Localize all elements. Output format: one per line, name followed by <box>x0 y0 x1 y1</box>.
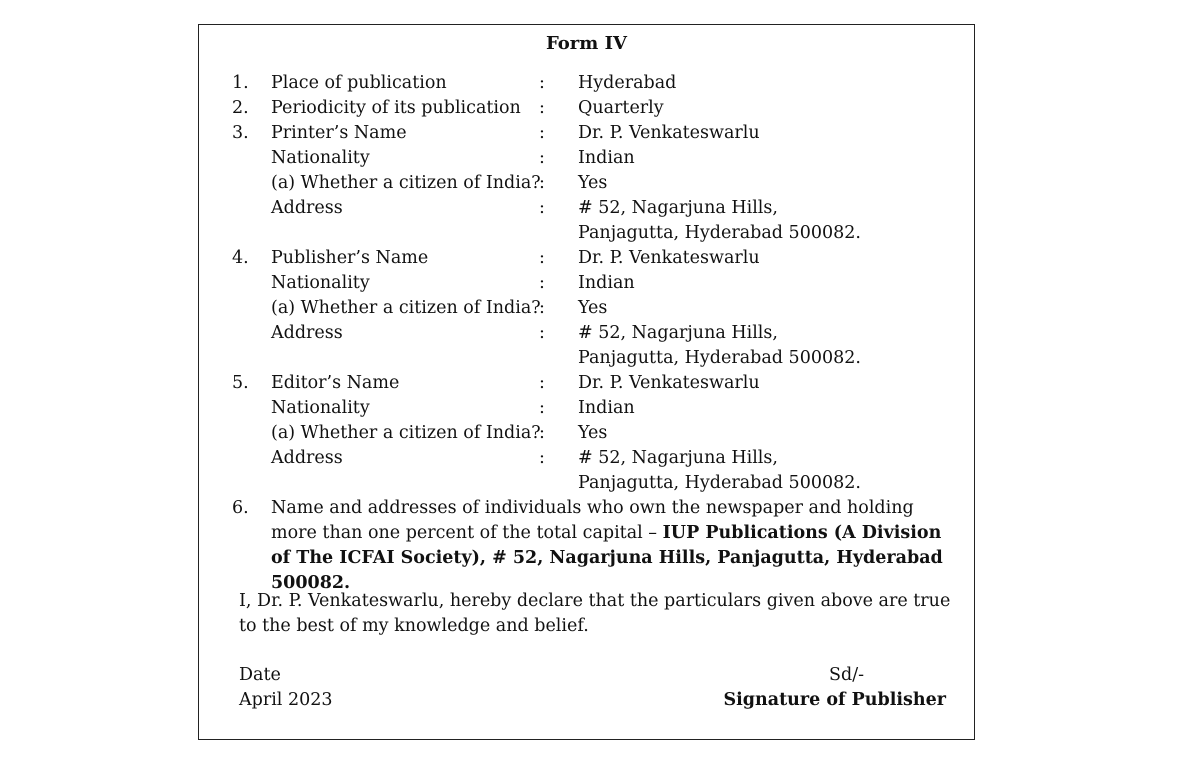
colon-separator: : <box>539 373 545 393</box>
item-number: 1. <box>232 73 249 93</box>
field-label: Address <box>271 448 343 468</box>
colon-separator: : <box>539 73 545 93</box>
item-number: 2. <box>232 98 249 118</box>
field-value: Indian <box>578 148 635 168</box>
declaration: I, Dr. P. Venkateswarlu, hereby declare that the particulars given above are true to the best of my knowledge and belief. <box>239 591 951 636</box>
field-label: Periodicity of its publication <box>271 98 521 118</box>
date-label: Date <box>239 665 281 685</box>
field-value: # 52, Nagarjuna Hills, <box>578 448 778 468</box>
field-label: (a) Whether a citizen of India? <box>271 423 541 443</box>
field-value: Yes <box>578 423 608 443</box>
field-value: Panjagutta, Hyderabad 500082. <box>578 223 861 243</box>
sd-mark: Sd/- <box>829 665 864 685</box>
field-value: Yes <box>578 173 608 193</box>
field-label: (a) Whether a citizen of India? <box>271 298 541 318</box>
field-label: Nationality <box>271 398 370 418</box>
field-label: Printer’s Name <box>271 123 407 143</box>
colon-separator: : <box>539 423 545 443</box>
field-label: Place of publication <box>271 73 447 93</box>
field-value: Indian <box>578 398 635 418</box>
field-label: (a) Whether a citizen of India? <box>271 173 541 193</box>
field-value: Panjagutta, Hyderabad 500082. <box>578 473 861 493</box>
colon-separator: : <box>539 173 545 193</box>
item-6-paragraph <box>232 496 961 596</box>
field-value: Panjagutta, Hyderabad 500082. <box>578 348 861 368</box>
form-iv-box <box>198 24 975 740</box>
date-value: April 2023 <box>239 690 333 710</box>
item-6-owner: IUP Publications (A Division of The ICFAI Society), # 52, Nagarjuna Hills, Panjagutta, Hyderabad 500082. <box>271 523 943 593</box>
item-number: 6. <box>232 498 249 518</box>
signature-of-publisher: Signature of Publisher <box>723 690 946 710</box>
field-label: Nationality <box>271 148 370 168</box>
field-label: Editor’s Name <box>271 373 400 393</box>
field-value: Dr. P. Venkateswarlu <box>578 123 760 143</box>
item-6-text: Name and addresses of individuals who own the newspaper and holding more than one percent of the total capital – <box>271 498 914 543</box>
field-value: Dr. P. Venkateswarlu <box>578 373 760 393</box>
field-value: # 52, Nagarjuna Hills, <box>578 323 778 343</box>
colon-separator: : <box>539 123 545 143</box>
item-number: 4. <box>232 248 249 268</box>
colon-separator: : <box>539 298 545 318</box>
field-label: Nationality <box>271 273 370 293</box>
field-value: Indian <box>578 273 635 293</box>
colon-separator: : <box>539 398 545 418</box>
colon-separator: : <box>539 323 545 343</box>
colon-separator: : <box>539 448 545 468</box>
field-value: Yes <box>578 298 608 318</box>
field-value: Hyderabad <box>578 73 677 93</box>
colon-separator: : <box>539 248 545 268</box>
field-label: Address <box>271 323 343 343</box>
field-label: Address <box>271 198 343 218</box>
colon-separator: : <box>539 148 545 168</box>
item-number: 5. <box>232 373 249 393</box>
field-label: Publisher’s Name <box>271 248 429 268</box>
colon-separator: : <box>539 198 545 218</box>
field-value: Quarterly <box>578 98 664 118</box>
field-value: # 52, Nagarjuna Hills, <box>578 198 778 218</box>
field-value: Dr. P. Venkateswarlu <box>578 248 760 268</box>
item-number: 3. <box>232 123 249 143</box>
colon-separator: : <box>539 273 545 293</box>
form-title: Form IV <box>546 33 627 54</box>
colon-separator: : <box>539 98 545 118</box>
